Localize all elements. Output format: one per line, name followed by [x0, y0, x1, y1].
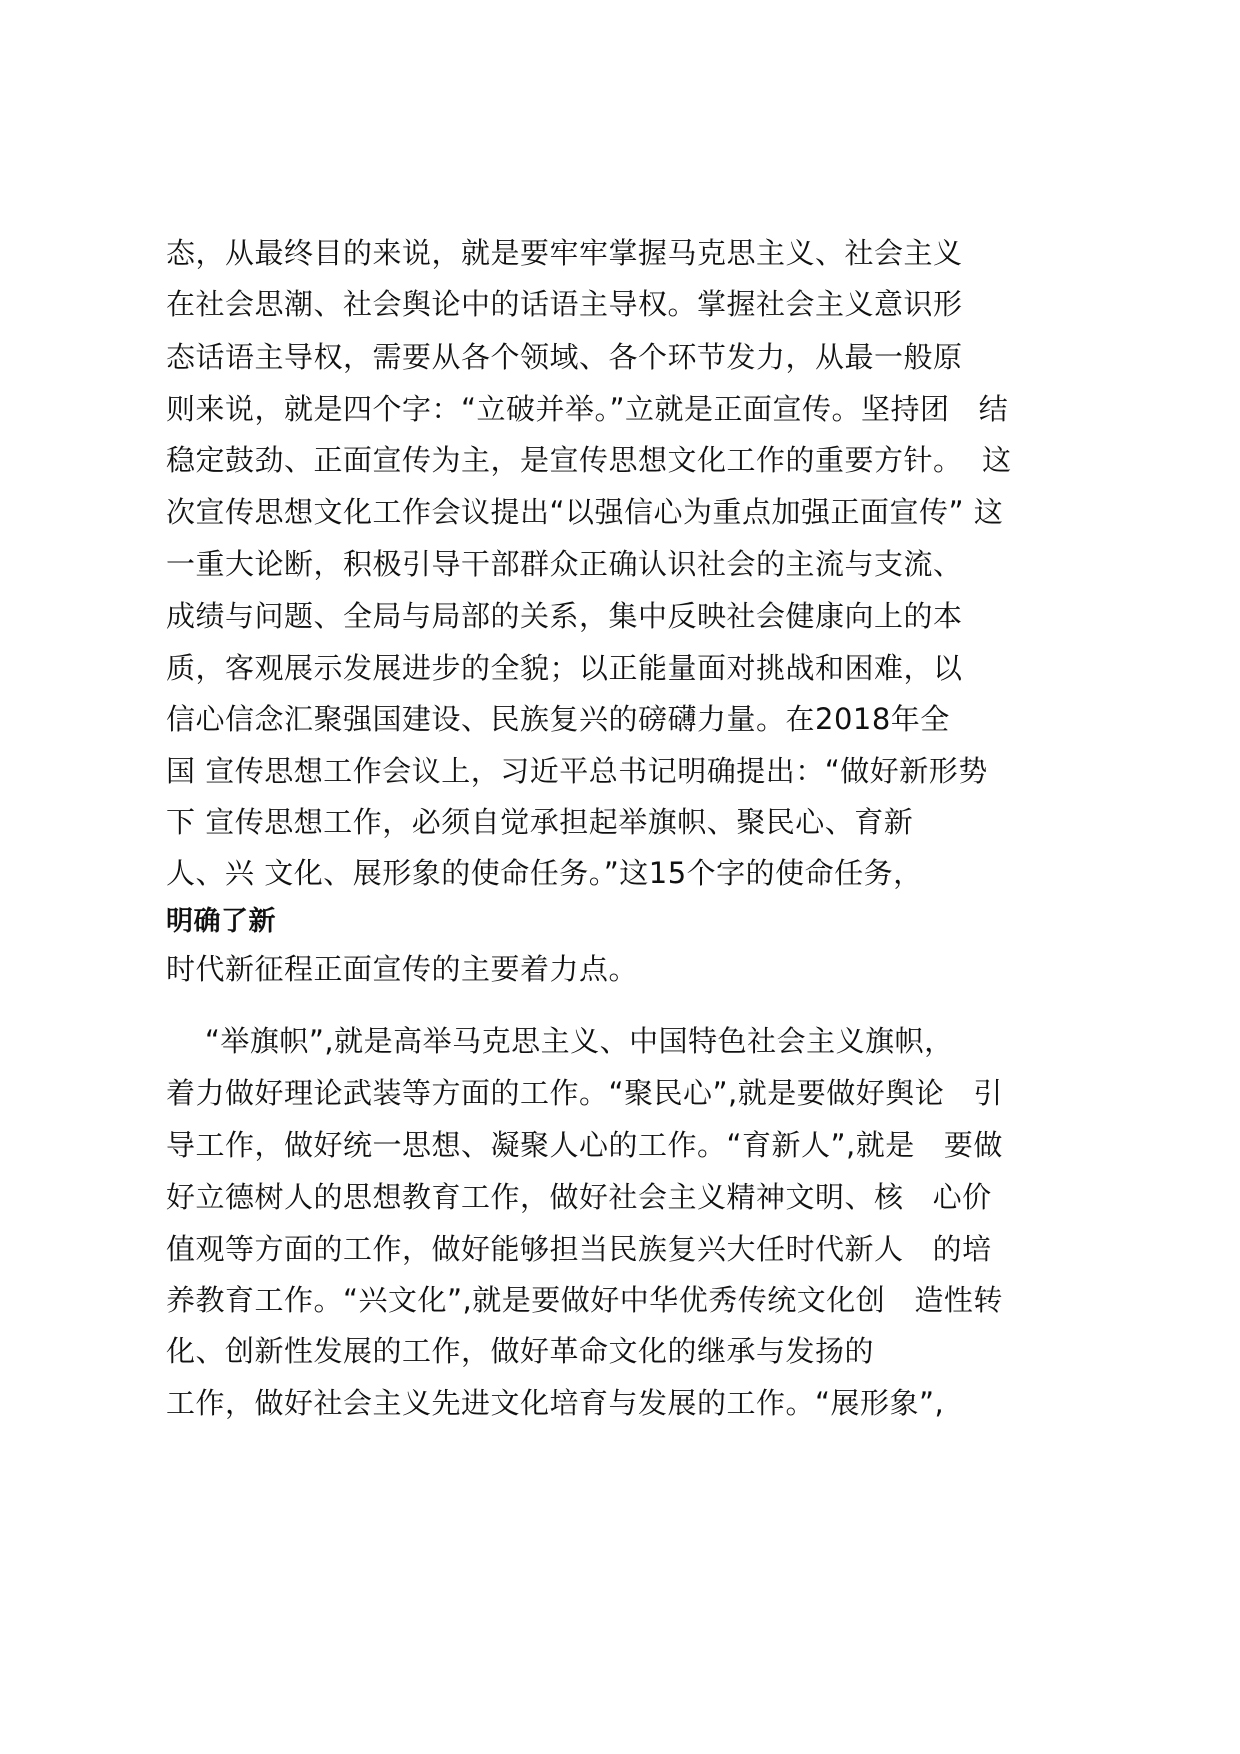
text-line: 着力做好理论武装等方面的工作。“聚民心”,就是要做好舆论 引	[166, 1076, 1003, 1110]
text-line: 质，客观展示发展进步的全貌；以正能量面对挑战和困难，以	[166, 651, 963, 685]
text-line: 下 宣传思想工作，必须自觉承担起举旗帜、聚民心、育新	[166, 805, 914, 839]
text-line: 一重大论断，积极引导干部群众正确认识社会的主流与支流、	[166, 547, 963, 581]
text-line: 导工作，做好统一思想、凝聚人心的工作。“育新人”,就是 要做	[166, 1128, 1003, 1162]
text-line: 态，从最终目的来说，就是要牢牢掌握马克思主义、社会主义	[166, 236, 963, 270]
text-line: 则来说，就是四个字：“立破并举。”立就是正面宣传。坚持团 结	[166, 392, 1009, 426]
text-line: 人、兴 文化、展形象的使命任务。”这15个字的使命任务，	[166, 856, 923, 890]
text-line: 明确了新	[166, 906, 276, 937]
text-line: 工作，做好社会主义先进文化培育与发展的工作。“展形象”,	[166, 1386, 945, 1420]
text-line: 好立德树人的思想教育工作，做好社会主义精神文明、核 心价	[166, 1180, 992, 1214]
text-line: 化、创新性发展的工作，做好革命文化的继承与发扬的	[166, 1334, 875, 1368]
text-line: 稳定鼓劲、正面宣传为主，是宣传思想文化工作的重要方针。 这	[166, 443, 1012, 477]
text-line: 信心信念汇聚强国建设、民族复兴的磅礴力量。在2018年全	[166, 702, 950, 736]
text-line: 值观等方面的工作，做好能够担当民族复兴大任时代新人 的培	[166, 1232, 992, 1266]
text-line: “举旗帜”,就是高举马克思主义、中国特色社会主义旗帜，	[166, 1024, 954, 1058]
text-line: 成绩与问题、全局与局部的关系，集中反映社会健康向上的本	[166, 599, 963, 633]
text-line: 次宣传思想文化工作会议提出“以强信心为重点加强正面宣传” 这	[166, 495, 1004, 529]
text-line: 国 宣传思想工作会议上，习近平总书记明确提出：“做好新形势	[166, 754, 988, 788]
text-line: 养教育工作。“兴文化”,就是要做好中华优秀传统文化创 造性转	[166, 1283, 1003, 1317]
text-line: 时代新征程正面宣传的主要着力点。	[166, 952, 639, 986]
text-line: 态话语主导权，需要从各个领域、各个环节发力，从最一般原	[166, 340, 963, 374]
text-line: 在社会思潮、社会舆论中的话语主导权。掌握社会主义意识形	[166, 287, 963, 321]
